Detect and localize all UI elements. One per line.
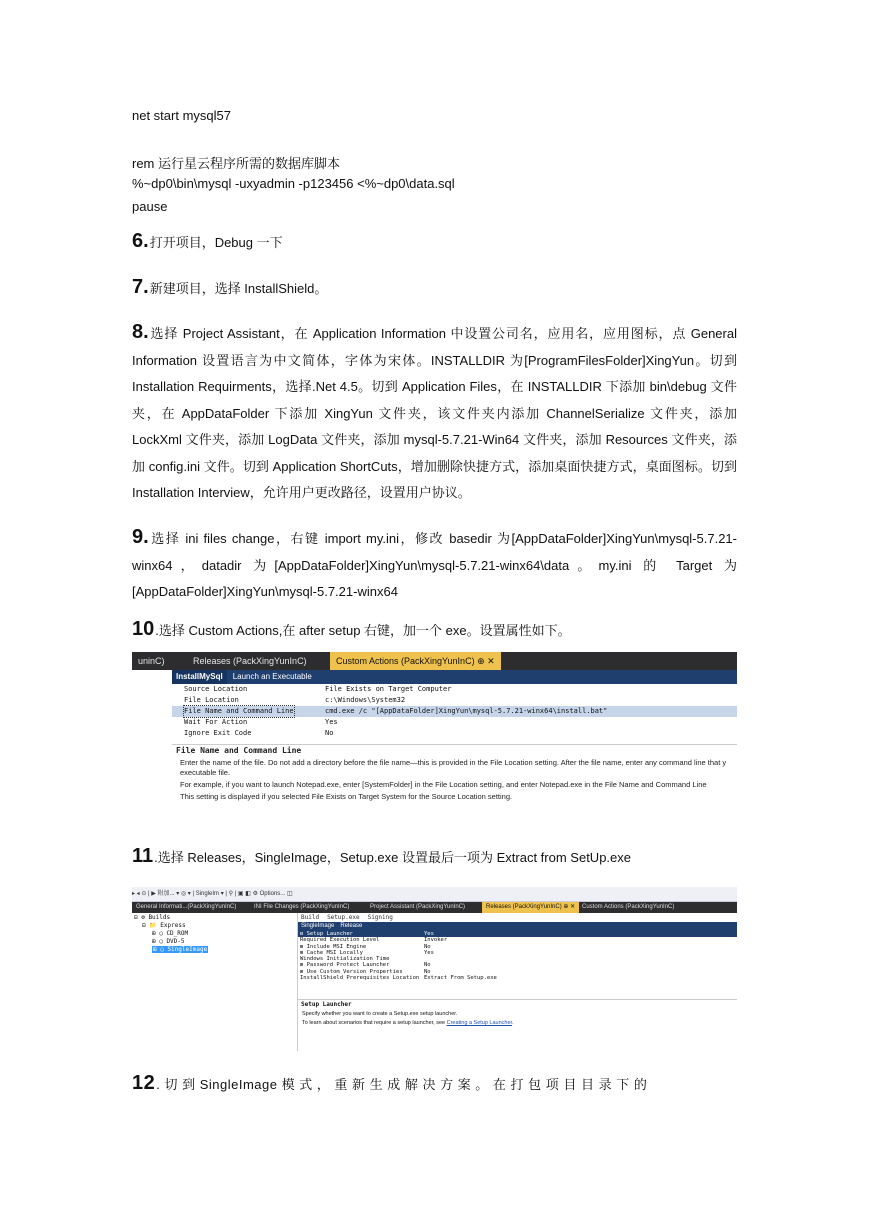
step-11 [132,845,737,868]
property-key: File Location [184,696,239,704]
property-value[interactable]: Yes [424,949,434,956]
tree-node-express[interactable]: ⊟ 📁 Express [142,922,186,929]
tree-node-dvd5[interactable]: ⊞ ◯ DVD-5 [152,938,185,945]
document-tab-bar [132,652,737,670]
step-number: 10 [132,618,155,640]
tab-ini-file-changes[interactable]: INI File Changes (PackXingYunInC) [254,904,350,910]
property-value[interactable]: Extract From Setup.exe [424,975,497,982]
property-key: ⊞ Password Protect Launcher [300,962,390,969]
step-number: 8. [132,321,149,343]
step-12 [132,1072,737,1095]
property-key: Required Execution Level [300,937,380,944]
property-row[interactable] [172,684,737,695]
step-text: 打开项目，Debug 一下 [149,235,283,250]
help-text-prefix: To learn about scenarios that require a setup launcher, see [302,1020,447,1026]
property-grid [298,931,737,981]
subtab-setup-exe[interactable]: Setup.exe [327,914,360,921]
cmd-line-2: rem 运行星云程序所需的数据库脚本 [132,156,341,171]
help-text [302,1020,733,1027]
subtab-build[interactable]: Build [301,914,320,921]
property-key: InstallShield Prerequisites Location [300,975,420,982]
property-row-selected[interactable] [172,706,737,717]
step-9 [132,526,737,606]
custom-actions-screenshot [132,652,737,832]
property-key: File Name and Command Line [184,707,294,715]
property-row[interactable] [172,717,737,728]
release-name: SingleImage [301,923,335,929]
step-10 [132,618,737,641]
releases-screenshot [132,887,737,1051]
cmd-line-4: pause [132,199,168,214]
settings-subtabs [298,913,737,922]
property-key: ⊞ Cache MSI Locally [300,949,363,956]
step-text: . 切 到 SingleImage 模 式 ， 重 新 生 成 解 决 方 案 。 在 打 包 项 目 目 录 下 的 [156,1077,648,1092]
step-8 [132,321,737,507]
step-number: 12 [132,1072,156,1094]
property-value[interactable]: No [424,962,431,969]
property-value[interactable]: No [424,968,431,975]
property-key: Windows Initialization Time [300,956,390,963]
step-text: .选择 Custom Actions,在 after setup 右键，加一个 exe。设置属性如下。 [155,623,571,638]
step-number: 9. [132,526,149,548]
ide-toolbar[interactable]: ▸ ◂ ⊙ | ▶ 附加... ▾ ◎ ▾ | SingleIm ▾ | ⚲ | ▣ ◧ ⚙ Options... ◫ [132,887,737,902]
tree-node-cd-rom[interactable]: ⊞ ◯ CD_ROM [152,930,189,937]
property-row[interactable] [298,975,737,981]
property-value[interactable]: File Exists on Target Computer [325,685,452,693]
property-key: Wait For Action [184,718,248,726]
step-number: 6. [132,230,149,252]
property-key: ⊞ Use Custom Version Properties [300,968,403,975]
cmd-line-1: net start mysql57 [132,108,231,123]
property-value[interactable]: c:\Windows\System32 [325,696,406,704]
release-tree [132,913,298,1051]
step-text: 选择 Project Assistant，在 Application Information 中设置公司名，应用名，应用图标，点 General Information 设置语言为中文简体，字体为宋体。INSTALLDIR 为[ProgramFilesFolder]XingYun。切到 Installation Requirments，选择.Net 4.5。切到 Application Files，在 INSTALLDIR 下添加 bin\debug 文件夹，在 AppDataFolder 下添加 XingYun 文件夹，该文件夹内添加 ChannelSerialize 文件夹，添加 LockXml 文件夹，添加 LogData 文件夹，添加 mysql-5.7.21-Win64 文件夹，添加 Resources 文件夹，添加 config.ini 文件。切到 Application ShortCuts，增加删除快捷方式，添加桌面快捷方式，桌面图标。切到 Installation Interview，允许用户更改路径，设置用户协议。 [132,326,737,500]
action-header [172,670,737,684]
tree-node-singleimage[interactable]: ⊞ ◯ SingleImage [153,946,208,953]
property-key: Ignore Exit Code [184,729,252,737]
tab-general-information[interactable]: General Informati...(PackXingYunInC) [136,904,237,910]
help-pane [172,744,737,832]
property-row[interactable] [172,728,737,739]
release-config: Release [340,923,363,929]
document-tab-bar [132,902,737,913]
tab-releases[interactable]: Releases (PackXingYunInC) [193,656,307,666]
help-text: Enter the name of the file. Do not add a directory before the file name—this is provided in the File Location setting. After the file name, enter any command line that y executable file. [180,758,727,777]
step-6 [132,230,737,253]
release-settings [298,913,737,1051]
help-link[interactable]: Creating a Setup Launcher [446,1020,513,1026]
release-header [298,922,737,931]
tab-project-assistant[interactable]: Project Assistant (PackXingYunInC) [370,904,466,910]
subtab-signing[interactable]: Signing [367,914,393,921]
property-grid [172,684,737,744]
help-text: For example, if you want to launch Notepad.exe, enter [SystemFolder] in the File Location setting, and enter Notepad.exe in the File Name and Command Line [180,780,707,789]
step-text: 选择 ini files change，右键 import my.ini，修改 basedir 为[AppDataFolder]XingYun\mysql-5.7.21-winx64，datadir 为[AppDataFolder]XingYun\mysql-5.7.21-winx64\data。my.ini 的 Target 为[AppDataFolder]XingYun\mysql-5.7.21-winx64 [132,531,737,599]
property-value[interactable]: No [424,943,431,950]
property-key: Source Location [184,685,248,693]
tree-node-builds[interactable]: ⊟ ⚙ Builds [134,914,171,921]
help-text: This setting is displayed if you selected File Exists on Target System for the Source Location setting. [180,792,513,801]
cmd-line-3: %~dp0\bin\mysql -uxyadmin -p123456 <%~dp0\data.sql [132,176,455,191]
tab-releases[interactable]: Releases (PackXingYunInC) ⊕ ✕ [482,902,579,913]
help-text-suffix: . [512,1020,514,1026]
step-number: 11 [132,845,154,867]
left-pane [132,670,172,832]
property-value[interactable]: Yes [424,931,434,937]
property-key: ⊞ Include MSI Engine [300,943,367,950]
help-pane [298,999,737,1051]
tab-custom-actions[interactable]: Custom Actions (PackXingYunInC) ⊕ ✕ [330,652,501,670]
help-text: Specify whether you want to create a Setup.exe setup launcher. [302,1011,458,1017]
help-title: Setup Launcher [301,1001,352,1008]
property-value[interactable]: Yes [325,718,338,726]
property-value[interactable]: cmd.exe /c "[AppDataFolder]XingYun\mysql-5.7.21-winx64\install.bat" [325,707,608,715]
help-title: File Name and Command Line [176,746,302,755]
action-type: Launch an Executable [232,672,312,681]
step-text: .选择 Releases，SingleImage，Setup.exe 设置最后一项为 Extract from SetUp.exe [154,850,631,865]
property-key: ⊟ Setup Launcher [300,931,353,937]
property-value[interactable]: No [325,729,334,737]
property-value[interactable]: Invoker [424,937,448,944]
tab-custom-actions[interactable]: Custom Actions (PackXingYunInC) [582,904,675,910]
action-name: InstallMySql [172,670,227,684]
step-text: 新建项目，选择 InstallShield。 [149,281,328,296]
step-7 [132,276,737,299]
step-number: 7. [132,276,149,298]
property-row[interactable] [172,695,737,706]
tab-partial[interactable]: uninC) [138,656,165,666]
